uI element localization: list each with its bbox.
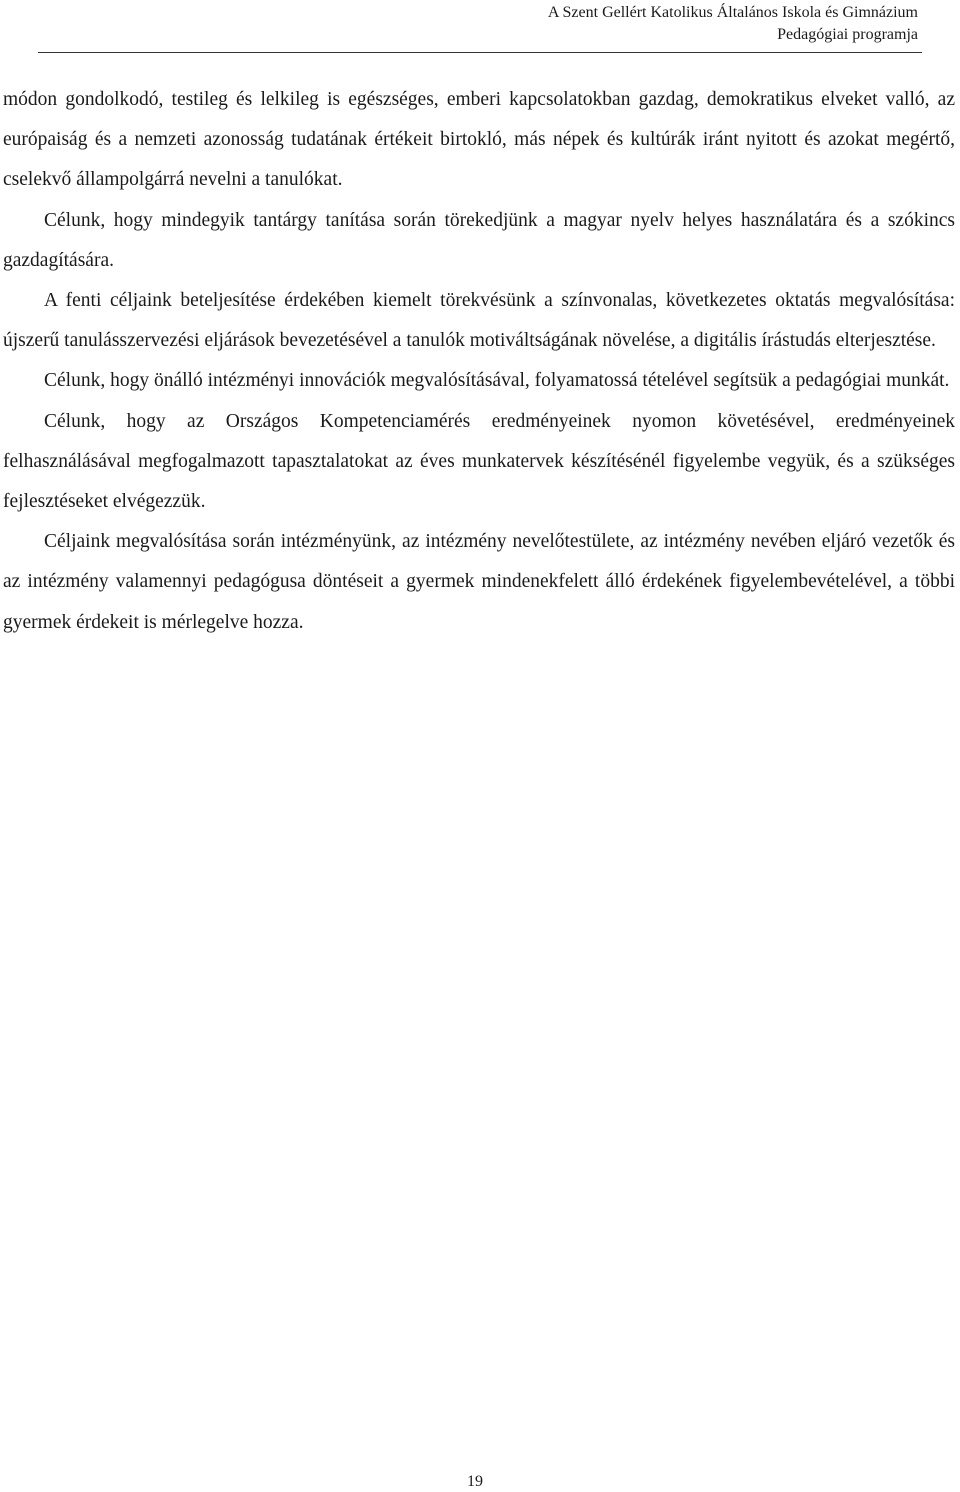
document-body <box>3 80 955 643</box>
paragraph: Célunk, hogy önálló intézményi innovációk megvalósításával, folyamatossá tételével segítsük a pedagógiai munkát. <box>44 370 950 392</box>
page-number: 19 <box>467 1473 483 1490</box>
paragraph: Célunk, hogy az Országos Kompetenciamérés eredményeinek nyomon követésével, eredményeinek felhasználásával megfogalmazott tapasztalatokat az éves munkatervek készítésénél figyelembe vegyük, és a szükséges fejlesztéseket elvégezzük. <box>3 410 955 513</box>
header-document-title: Pedagógiai programja <box>777 26 918 43</box>
paragraph: Célunk, hogy mindegyik tantárgy tanítása során törekedjünk a magyar nyelv helyes használatára és a szókincs gazdagítására. <box>3 209 955 271</box>
page-header <box>38 0 922 53</box>
paragraph: Céljaink megvalósítása során intézményünk, az intézmény nevelőtestülete, az intézmény nevében eljáró vezetők és az intézmény valamennyi pedagógusa döntéseit a gyermek mindenekfelett álló érdekének figyelembevételével, a többi gyermek érdekeit is mérlegelve hozza. <box>3 531 955 633</box>
paragraph: A fenti céljaink beteljesítése érdekében kiemelt törekvésünk a színvonalas, következetes oktatás megvalósítása: újszerű tanulásszervezési eljárások bevezetésével a tanulók motiváltságának növelése, a digitális írástudás elterjesztése. <box>3 290 955 352</box>
paragraph: módon gondolkodó, testileg és lelkileg is egészséges, emberi kapcsolatokban gazdag, demokratikus elveket valló, az európaiság és a nemzeti azonosság tudatának értékeit birtokló, más népek és kultúrák iránt nyitott és azokat megértő, cselekvő állampolgárrá nevelni a tanulókat. <box>3 89 955 191</box>
header-school-name: A Szent Gellért Katolikus Általános Iskola és Gimnázium <box>547 4 918 21</box>
